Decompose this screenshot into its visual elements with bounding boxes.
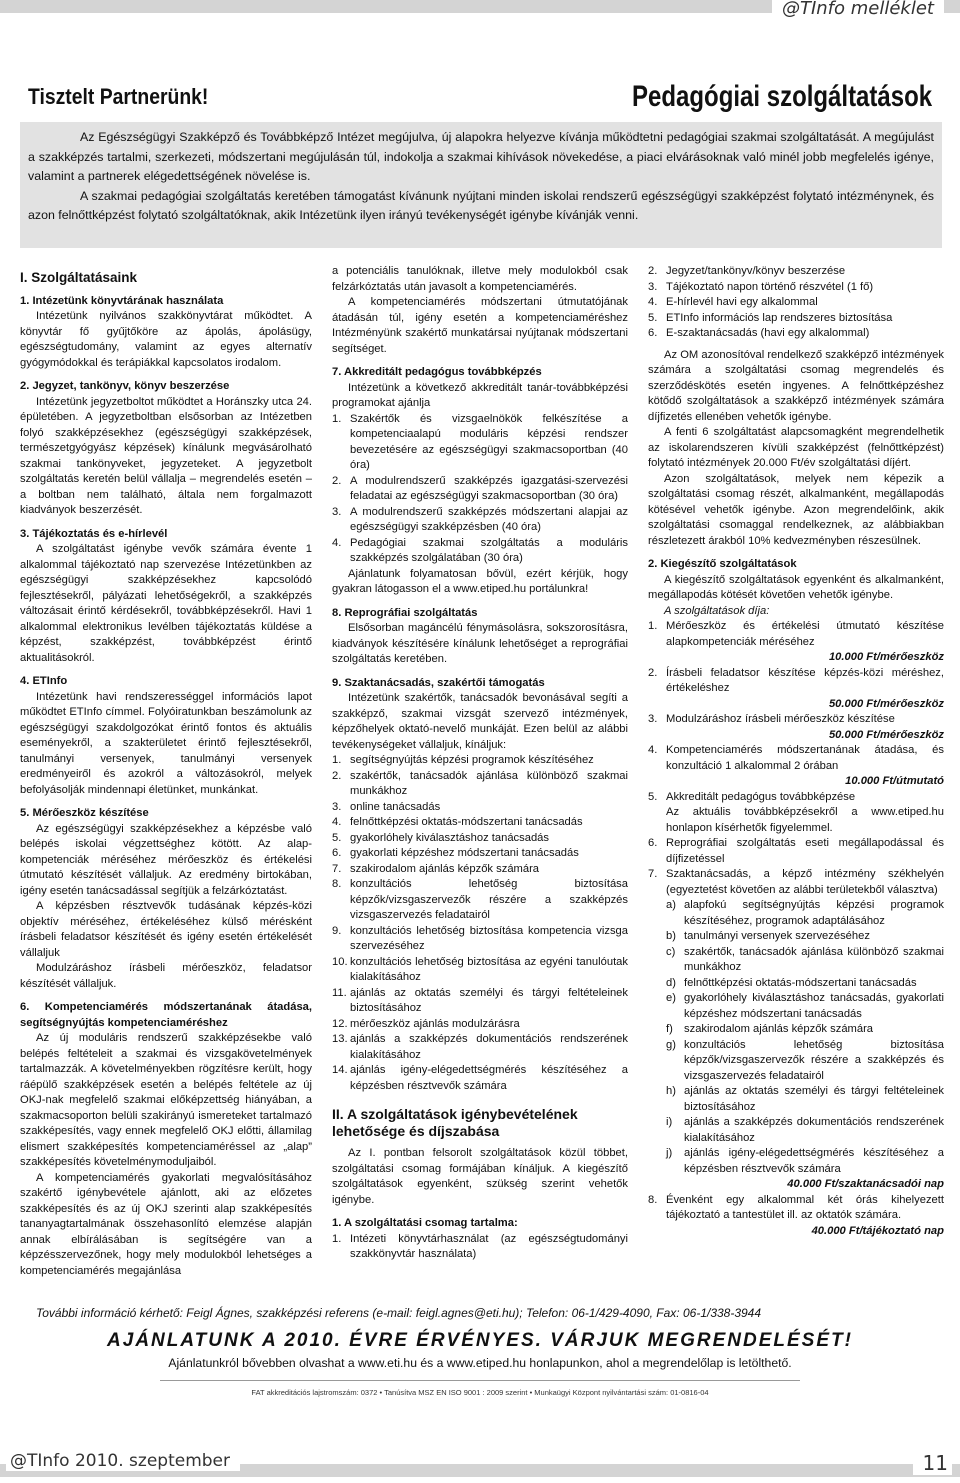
list-item <box>332 877 628 924</box>
fee-item-8 <box>648 1193 944 1224</box>
list-item <box>332 831 628 847</box>
list-item-price: 50.000 Ft/mérőeszköz <box>828 728 944 741</box>
list-item-text: ajánlás az oktatás személyi és tárgyi feltételeinek biztosításához <box>684 1085 944 1113</box>
list-item-number: 10. <box>332 955 348 968</box>
list-item <box>332 800 628 816</box>
fee-item-7-number: 7. <box>648 868 658 880</box>
section-1-heading: I. Szolgáltatásaink <box>20 270 138 285</box>
list-item <box>332 412 628 474</box>
more-info-links: Ajánlatunkról bővebben olvashat a www.eti.hu és a www.etiped.hu honlapunkon, ahol a megrendelőlap is letölthető. <box>168 1356 792 1370</box>
list-item-text: felnőttképzési oktatás-módszertani tanácsadás <box>684 976 917 989</box>
list-item-text: szakirodalom ajánlás képzők számára <box>350 862 540 875</box>
list-item-price: 50.000 Ft/mérőeszköz <box>828 697 944 710</box>
list-item-text: szakértők, tanácsadók ajánlása különböző szakmai munkákhoz <box>684 945 944 973</box>
list-item-text: mérőeszköz ajánlás modulzárásra <box>350 1017 520 1030</box>
list-item-number: a) <box>666 899 676 911</box>
list-item-text: tanulmányi versenyek szervezéséhez <box>684 930 870 942</box>
list-item <box>332 1032 628 1063</box>
section-2-heading: II. A szolgáltatások igénybevételének lehetősége és díjszabása <box>332 1106 578 1139</box>
list-item <box>666 1115 944 1146</box>
list-item-text: felnőttképzési oktatás-módszertani tanácsadás <box>350 816 583 828</box>
list-item-text: Kompetenciamérés módszertanának átadása, és konzultáció 1 alkalommal 2 órában <box>666 744 944 772</box>
fee-item-6 <box>648 836 944 867</box>
list-item-text: A modulrendszerű szakképzés módszertani alapjai az egészségügyi szakképzésben (40 óra) <box>350 505 628 533</box>
list-item-number: 4. <box>332 536 342 549</box>
list-item-text: ajánlás az oktatás személyi és tárgyi feltételeinek biztosításához <box>350 986 628 1014</box>
list-item-number: 14. <box>332 1064 348 1076</box>
list-item-number: 3. <box>332 505 342 518</box>
list-item-text: alapfokú segítségnyújtás képzési programok készítéséhez, programok adaptálásához <box>684 899 944 927</box>
fee-item-8-number: 8. <box>648 1193 658 1206</box>
s6-continued-1: a potenciális tanulóknak, illetve mely modulokból csak felzárkóztatás után javasolt a kompetenciamérés. <box>332 265 628 293</box>
list-item <box>648 264 944 280</box>
list-item-price: 10.000 Ft/útmutató <box>845 775 944 787</box>
list-item-number: 2. <box>332 769 342 782</box>
s7-after: Ajánlatunk folyamatosan bővül, ezért kérjük, hogy gyakran látogasson el a www.etiped.hu portálunkra! <box>332 567 628 595</box>
list-item <box>648 619 944 666</box>
s5-text-2: A képzésben résztvevők tudásának képzés-közi objektív méréséhez, értékeléséhez külső mérésként írásbeli feladatsor készítését és igény esetén értékelését vállaljuk <box>20 900 312 959</box>
s5-heading: 5. Mérőeszköz készítése <box>20 807 149 819</box>
fee-item-7 <box>648 867 944 898</box>
fee-list <box>648 619 944 805</box>
list-item <box>666 1146 944 1177</box>
fee-item-6-number: 6. <box>648 837 658 849</box>
list-item-number: 2. <box>648 265 658 277</box>
list-item <box>666 945 944 976</box>
list-item <box>332 1063 628 1094</box>
fee-list-end <box>648 1193 944 1224</box>
titles <box>28 80 932 120</box>
s6-heading: 6. Kompetenciamérés módszertanának átadása, segítségnyújtás kompetenciaméréshez <box>20 1001 312 1029</box>
col3-paragraph-2: A fenti 6 szolgáltatást alapcsomagként megrendelhetik az iskolarendszeren kívüli szakképzést (felnőttképzést) folytató intézmények 20.000 Ft/év szolgáltatási díjért. <box>648 426 944 469</box>
list-item-text: ETInfo információs lap rendszeres biztosítása <box>666 311 893 324</box>
list-item <box>332 1232 628 1263</box>
list-item-number: 5. <box>648 311 658 324</box>
s8-heading: 8. Reprográfiai szolgáltatás <box>332 606 478 619</box>
list-item-number: 1. <box>332 1232 342 1245</box>
list-item <box>332 1017 628 1033</box>
list-item-number: 3. <box>332 800 342 813</box>
list-item-text: E-szaktanácsadás (havi egy alkalommal) <box>666 327 870 339</box>
list-item-number: e) <box>666 992 676 1004</box>
list-item <box>648 790 944 806</box>
section-2-text: Az I. pontban felsorolt szolgáltatások közül többet, szolgáltatási csomag formájában kínáljuk. A kiegészítő szolgáltatások egyenként, szükség szerint vehetők igénybe. <box>332 1147 628 1206</box>
list-item-text: E-hírlevél havi egy alkalommal <box>666 296 818 308</box>
list-item-number: b) <box>666 930 676 942</box>
list-item <box>648 743 944 790</box>
package-list-part-1 <box>332 1232 628 1263</box>
list-item-number: 9. <box>332 924 342 937</box>
s8-text: Elsősorban magáncélú fénymásolásra, sokszorosításra, kiadványok készítésére kínálunk lehetőséget a reprográfiai szolgáltatás keretében. <box>332 622 628 665</box>
list-item-text: Akkreditált pedagógus továbbképzése <box>666 790 856 803</box>
s7-list <box>332 412 628 567</box>
s1-heading: 1. Intézetünk könyvtárának használata <box>20 294 224 307</box>
s7-text: Intézetünk a következő akkreditált tanár-továbbképzési programokat ajánlja <box>332 381 628 409</box>
list-item-number: 12. <box>332 1017 348 1030</box>
s9-list <box>332 753 628 1094</box>
list-item-number: 5. <box>332 831 342 844</box>
list-item <box>332 505 628 536</box>
list-item-number: f) <box>666 1023 673 1035</box>
list-item-text: konzultációs lehetőség biztosítása kompetencia vizsga szervezéséhez <box>350 924 628 952</box>
list-item-number: 3. <box>648 713 658 725</box>
list-item <box>648 311 944 327</box>
list-item-number: 11. <box>332 986 347 999</box>
list-item <box>648 280 944 296</box>
accreditation-line: FAT akkreditációs lajstromszám: 0372 • Tanúsítva MSZ EN ISO 9001 : 2009 szerint • Munkaügyi Központ nyilvántartási szám: 01-0816-04 <box>251 1388 709 1397</box>
column-3 <box>648 264 944 1239</box>
s6-continued-2: A kompetenciamérés módszertani útmutatójának átadásán túl, igény esetén a kompetenciaméréshez Intézményünk szakértő munkatársai nyújtanak módszertani segítséget. <box>332 296 628 355</box>
fee-item-8-price: 40.000 Ft/tájékoztató nap <box>811 1224 944 1237</box>
list-item-number: 1. <box>332 754 342 766</box>
list-item-text: Szakértők és vizsgaelnökök felkészítése a kompetenciaalapú moduláris képzési rendszer bevezetésére az egészségügyi szakmacsoportban (40 óra) <box>350 412 628 471</box>
list-item-text: gyakorlati képzéshez módszertani tanácsadás <box>350 847 579 859</box>
s5-text-1: Az egészségügyi szakképzésekhez a képzésbe való belépés iskolai végzettséghez kötött. Az alap-kompetenciák méréséhez mérőeszköz és értékelési útmutató készítését vállaljuk. Az eredmény birtokában, igény esetén tanácsadással segítjük a felzárkóztatást. <box>20 822 312 897</box>
sub-list <box>648 898 944 1177</box>
list-item-number: 1. <box>332 412 342 425</box>
s9-heading: 9. Szaktanácsadás, szakértői támogatás <box>332 676 545 689</box>
list-item-text: ajánlás igény-elégedettségmérés készítéséhez a képzésben résztvevők számára <box>350 1064 628 1092</box>
intro-box <box>20 122 942 248</box>
fee-list-cont <box>648 836 944 898</box>
list-item-text: konzultációs lehetőség biztosítása képzők/vizsgaszervezők részére a szakképzés vizsgaszervezés feladatairól <box>350 878 628 921</box>
footer-brand: @TInfo 2010. szeptember <box>6 1451 240 1471</box>
fee-5-text: Az aktuális továbbképzésekről a www.etiped.hu honlapon kísérhetők figyelemmel. <box>666 806 944 834</box>
supplementary-heading: 2. Kiegészítő szolgáltatások <box>648 558 797 570</box>
fee-item-7-text: Szaktanácsadás, a képző intézmény székhelyén (egyeztetést követően az alábbi területekből választva) <box>666 868 944 896</box>
list-item <box>666 1084 944 1115</box>
s7-heading: 7. Akkreditált pedagógus továbbképzés <box>332 366 542 378</box>
contact-info: További információ kérhető: Feigl Ágnes, szakképzési referens (e-mail: feigl.agnes@eti.hu); Telefon: 06-1/429-4090, Fax: 06-1/338-3944 <box>36 1306 762 1320</box>
list-item-number: 7. <box>332 862 342 875</box>
list-item-text: online tanácsadás <box>350 800 441 813</box>
list-item-number: 3. <box>648 280 658 293</box>
page-number: 11 <box>913 1451 952 1475</box>
list-item-text: segítségnyújtás képzési programok készítéséhez <box>350 754 594 766</box>
s2-text: Intézetünk jegyzetboltot működtet a Horánszky utca 24. épületében. A jegyzetboltban elsősorban az Intézetben folyó szakképzésekhez (egészségügyi szakképzések, természetgyógyász képzések) kínálunk megvásárolható szakmai tankönyveket, jegyzeteket. A jegyzetbolt szolgáltatás keretén belül vállalja – megrendelés esetén – a boltban nem található, általa nem forgalmazott kiadványok beszerzését. <box>20 395 312 516</box>
column-1 <box>20 264 312 1279</box>
list-item <box>666 976 944 992</box>
list-item-number: c) <box>666 945 676 958</box>
intro-paragraph-1: Az Egészségügyi Szakképző és Továbbképző Intézet megújulva, új alapokra helyezve kívánja működtetni pedagógiai szakmai szolgáltatását. A megújulást a szakképzés tartalmi, szerkezeti, módszertani megújulásán túl, indokolja a szakmai kihívások növekedése, a piaci elvárásoknak való minél jobb megfelelés igénye, valamint a partnerek elégedettségének növelése is. <box>28 130 934 183</box>
list-item-number: j) <box>666 1147 673 1159</box>
list-item-text: konzultációs lehetőség biztosítása képzők/vizsgaszervezők részére a szakképzés és vizsgaszervezés feladatairól <box>684 1038 944 1082</box>
header-brand: @TInfo melléklet <box>772 0 944 19</box>
list-item-number: 2. <box>332 474 342 487</box>
s2-heading: 2. Jegyzet, tankönyv, könyv beszerzése <box>20 380 230 392</box>
col3-paragraph-1: Az OM azonosítóval rendelkező szakképző intézmények számára a szolgáltatási csomag megrendelés és szerződéskötés esetén ingyenes. A felnőttképzéshez kötődő szolgáltatások a szakképző intézmények számára díjfizetés ellenében vehetők igénybe. <box>648 348 944 423</box>
list-item-text: ajánlás a szakképzés dokumentációs rendszerének kialakításához <box>684 1116 944 1144</box>
s3-heading: 3. Tájékoztatás és e-hírlevél <box>20 527 168 540</box>
s6-text-2: A kompetenciamérés gyakorlati megvalósításához szakértő igénybevétele ajánlott, aki az előzetes szakképesítés és az új OKJ szerinti alap szakképesítés tananyagtartalmának összehasonlító elemzése alapján annak elbírálásában is segítségére van a képzésszervezőnek, hogy mely modulokból lehetséges a kompetenciamérés megajánlása <box>20 1171 312 1277</box>
footer-divider <box>160 1380 800 1381</box>
list-item-number: g) <box>666 1038 676 1051</box>
s1-text: Intézetünk nyilvános szakkönyvtárat működtet. A könyvtár fő gyűjtőköre az ápolás, ápolásügy, egészségtudomány, valamint az egyes alternatív gyógymódokkal és terápiákkal kapcsolatos irodalom. <box>20 310 312 369</box>
list-item <box>666 929 944 945</box>
list-item-text: Pedagógiai szakmai szolgáltatás a moduláris szakképzés szolgálatában (30 óra) <box>350 536 628 564</box>
list-item-number: 5. <box>648 790 658 803</box>
s4-heading: 4. ETInfo <box>20 675 68 687</box>
list-item <box>332 753 628 769</box>
list-item <box>332 924 628 955</box>
list-item <box>332 536 628 567</box>
supplementary-text: A kiegészítő szolgáltatások egyenként és alkalmanként, megállapodás kötését követően vehetők igénybe. <box>648 573 944 601</box>
page-title: Pedagógiai szolgáltatások <box>631 80 932 113</box>
list-item-text: Mérőeszköz és értékelési útmutató készítése alapkompetenciák méréséhez <box>666 620 944 648</box>
list-item-number: h) <box>666 1085 676 1097</box>
header-bar <box>0 0 960 28</box>
list-item-number: 4. <box>332 816 342 828</box>
list-item-number: i) <box>666 1116 673 1128</box>
list-item-text: Modulzáráshoz írásbeli mérőeszköz készítése <box>666 713 895 725</box>
s5-text-3: Modulzáráshoz írásbeli mérőeszköz, feladatsor készítését vállaljuk. <box>20 962 312 990</box>
list-item <box>332 474 628 505</box>
package-heading: 1. A szolgáltatási csomag tartalma: <box>332 1217 518 1229</box>
list-item <box>332 986 628 1017</box>
list-item-number: 2. <box>648 666 658 679</box>
list-item-text: Írásbeli feladatsor készítése képzés-közi méréshez, értékeléshez <box>666 666 944 694</box>
list-item-text: ajánlás a szakképzés dokumentációs rendszerének kialakításához <box>350 1033 628 1061</box>
s3-text: A szolgáltatást igénybe vevők számára évente 1 alkalommal tájékoztató nap szervezése Intézetünkben az egészségügyi szakképzésekhez kapcsolódó fejlesztésekről, pályázati lehetőségekről, a szakképzés változásait érintő kérdésekről, továbbképzésekről. Havi 1 alkalommal elektronikus levélben tájékoztatás küldése a képzést, szakképzést, továbbképzést érintő aktualitásokról. <box>20 543 312 664</box>
validity-banner: AJÁNLATUNK A 2010. ÉVRE ÉRVÉNYES. VÁRJUK MEGRENDELÉSÉT! <box>107 1330 853 1351</box>
list-item-text: szakirodalom ajánlás képzők számára <box>684 1023 874 1035</box>
list-item-text: Jegyzet/tankönyv/könyv beszerzése <box>666 265 846 277</box>
list-item <box>332 769 628 800</box>
list-item <box>666 991 944 1022</box>
col3-paragraph-3: Azon szolgáltatások, melyek nem képezik a szolgáltatási csomag részét, alkalmanként, megállapodás kötésével vehetők igénybe. Azon megrendelőink, akik szolgáltatási csomaggal rendelkeznek, az alábbiakban részletezett árakból 10% kedvezményben részesülnek. <box>648 472 944 547</box>
list-item-number: 4. <box>648 744 658 756</box>
column-2 <box>332 264 628 1263</box>
list-item-number: 4. <box>648 296 658 308</box>
list-item-number: 13. <box>332 1033 348 1045</box>
list-item <box>332 815 628 831</box>
greeting-title: Tisztelt Partnerünk! <box>28 84 209 109</box>
list-item-text: gyakorlóhely kiválasztáshoz tanácsadás <box>350 831 549 844</box>
list-item <box>648 712 944 743</box>
list-item-text: Intézeti könyvtárhasználat (az egészségtudományi szakkönyvtár használata) <box>350 1232 628 1260</box>
list-item <box>666 1022 944 1038</box>
list-item <box>332 862 628 878</box>
list-item <box>332 846 628 862</box>
list-item-number: 1. <box>648 620 658 632</box>
s6-text-1: Az új moduláris rendszerű szakképzésekbe való belépés feltételeit a szakmai és vizsgakövetelmények tartalmazzák. A követelményekben rögzítésre került, hogy ráépülő szakképzések esetén a belépés feltétele az új OKJ-nak megfelelő szakmai előképzettség hiányában, a szakmacsoporton belüli szakirányú ismereteket tartalmazó szakképesítés, vagy ennek megfelelő OKJ előtti, államilag elismert szakképesítés kompetenciaméréssel az „alap” szakképesítés követelménymoduljaiból. <box>20 1032 312 1168</box>
package-list-part-2 <box>648 264 944 342</box>
list-item <box>666 1038 944 1085</box>
list-item-text: szakértők, tanácsadók ajánlása különböző szakmai munkákhoz <box>350 769 628 797</box>
fee-item-6-text: Reprográfiai szolgáltatás eseti megállapodással és díjfizetéssel <box>666 837 944 865</box>
list-item-text: Tájékoztató napon történő részvétel (1 fő) <box>666 280 874 293</box>
fee-label: A szolgáltatások díja: <box>664 604 770 617</box>
list-item-text: A modulrendszerű szakképzés igazgatási-szervezési feladatai az egészségügyi szakmacsoportban (30 óra) <box>350 474 628 502</box>
list-item-number: d) <box>666 976 676 989</box>
list-item <box>648 326 944 342</box>
list-item <box>648 295 944 311</box>
s9-text: Intézetünk szakértők, tanácsadók bevonásával segíti a szakképző, szakmai vizsgát szervező intézmények, képzőhelyek oktató-nevelő munkáját. Ezen belül az alábbi tevékenységeket vállaljuk, kínáljuk: <box>332 692 628 751</box>
list-item <box>648 666 944 713</box>
list-item-number: 6. <box>648 327 658 339</box>
fee-item-8-text: Évenként egy alkalommal két órás kihelyezett tájékoztató a tantestület ill. az oktatók számára. <box>666 1193 944 1221</box>
list-item-text: ajánlás igény-elégedettségmérés készítéséhez a képzésben résztvevők számára <box>684 1147 944 1175</box>
list-item-price: 10.000 Ft/mérőeszköz <box>828 651 944 663</box>
list-item-text: gyakorlóhely kiválasztáshoz tanácsadás, gyakorlati képzéshez módszertani tanácsadás <box>684 992 944 1020</box>
list-item-number: 8. <box>332 878 342 890</box>
list-item <box>666 898 944 929</box>
list-item <box>332 955 628 986</box>
s4-text: Intézetünk havi rendszerességgel információs lapot működtet ETInfo címmel. Folyóiratunkban beszámolunk az egészségügyi szakdolgozókat érintő fontos és aktuális eseményekről, a szakterületet érintő fejlesztésekről, tanulmányi versenyek, tanulmányi versenyek eredményeiről és azokról a változásokról, melyek befolyásolják mindennapi életünket, munkánkat. <box>20 690 312 796</box>
fee-item-7-price: 40.000 Ft/szaktanácsadói nap <box>787 1178 944 1190</box>
list-item-text: konzultációs lehetőség biztosítása az egyéni tanulóutak kialakításához <box>350 955 628 983</box>
intro-paragraph-2: A szakmai pedagógiai szolgáltatás keretében támogatást kívánunk nyújtani minden iskolai rendszerű egészségügyi szakképzést folytató intézménynek, és azon felnőttképzést folytató szolgáltatóknak, akik Intézetünk ilyen irányú tevékenységét igénybe kívánják venni. <box>28 188 934 222</box>
list-item-number: 6. <box>332 847 342 859</box>
